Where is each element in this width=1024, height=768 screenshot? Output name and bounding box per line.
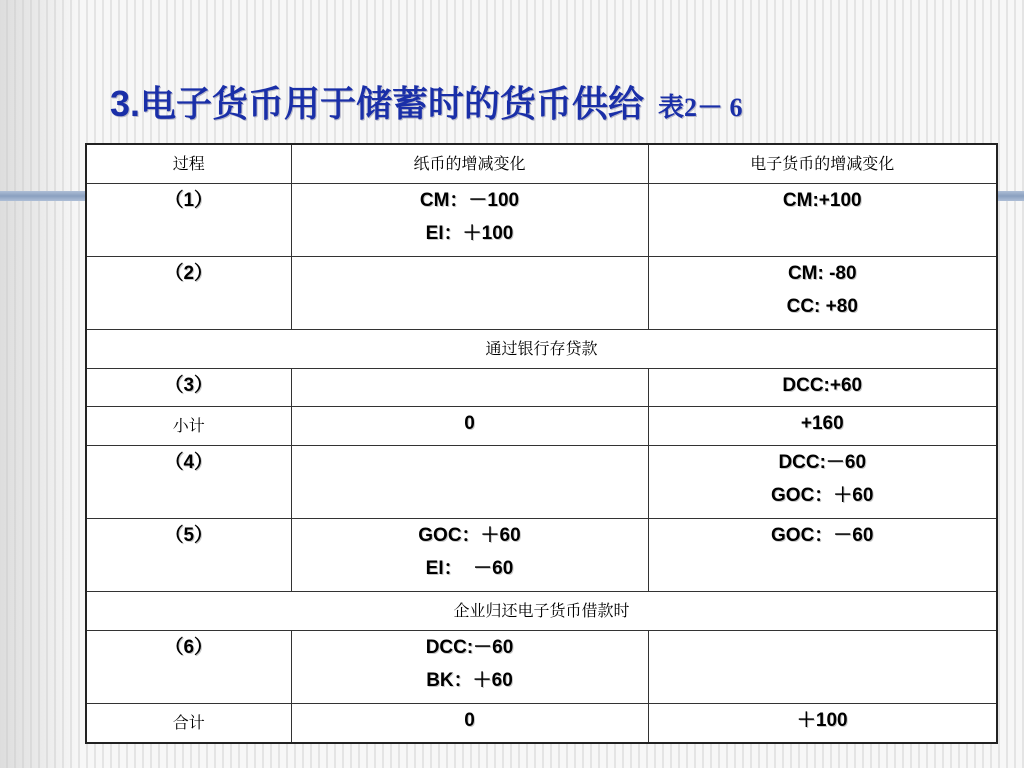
paper-change-cell: 0 (291, 704, 648, 744)
process-cell: （4） (86, 446, 291, 519)
table-row (86, 519, 997, 592)
process-cell: （5） (86, 519, 291, 592)
background-side-shade (0, 0, 80, 768)
slide-title (110, 78, 743, 134)
section-label-cell: 企业归还电子货币借款时 (86, 592, 997, 631)
paper-change-cell: GOC：＋60 EI： －60 (291, 519, 648, 592)
title-number: 3. (110, 83, 141, 124)
electronic-change-cell: +160 (648, 407, 997, 446)
paper-change-cell: CM：－100 EI：＋100 (291, 184, 648, 257)
header-paper-money: 纸币的增减变化 (291, 144, 648, 184)
table-row (86, 631, 997, 704)
electronic-change-cell (648, 631, 997, 704)
electronic-change-cell: CM:+100 (648, 184, 997, 257)
table-row (86, 257, 997, 330)
table-header-row (86, 144, 997, 184)
section-label-cell: 通过银行存贷款 (86, 330, 997, 369)
paper-change-cell: 0 (291, 407, 648, 446)
process-cell: （3） (86, 369, 291, 407)
header-process: 过程 (86, 144, 291, 184)
table-row (86, 369, 997, 407)
process-cell: 小计 (86, 407, 291, 446)
electronic-change-cell: ＋100 (648, 704, 997, 744)
process-cell: （1） (86, 184, 291, 257)
header-electronic-money: 电子货币的增减变化 (648, 144, 997, 184)
table-row (86, 446, 997, 519)
process-cell: 合计 (86, 704, 291, 744)
paper-change-cell (291, 257, 648, 330)
electronic-change-cell: DCC:+60 (648, 369, 997, 407)
paper-change-cell: DCC:－60 BK：＋60 (291, 631, 648, 704)
total-row (86, 704, 997, 744)
section-row (86, 592, 997, 631)
process-cell: （2） (86, 257, 291, 330)
title-text: 电子货币用于储蓄时的货币供给 (140, 84, 645, 125)
paper-change-cell (291, 446, 648, 519)
electronic-change-cell: DCC:－60 GOC：＋60 (648, 446, 997, 519)
money-supply-table (85, 143, 998, 744)
electronic-change-cell: CM: -80 CC: +80 (648, 257, 997, 330)
paper-change-cell (291, 369, 648, 407)
electronic-change-cell: GOC：－60 (648, 519, 997, 592)
section-row (86, 330, 997, 369)
title-table-ref: 表2－ 6 (658, 93, 743, 122)
table-row (86, 184, 997, 257)
process-cell: （6） (86, 631, 291, 704)
subtotal-row (86, 407, 997, 446)
